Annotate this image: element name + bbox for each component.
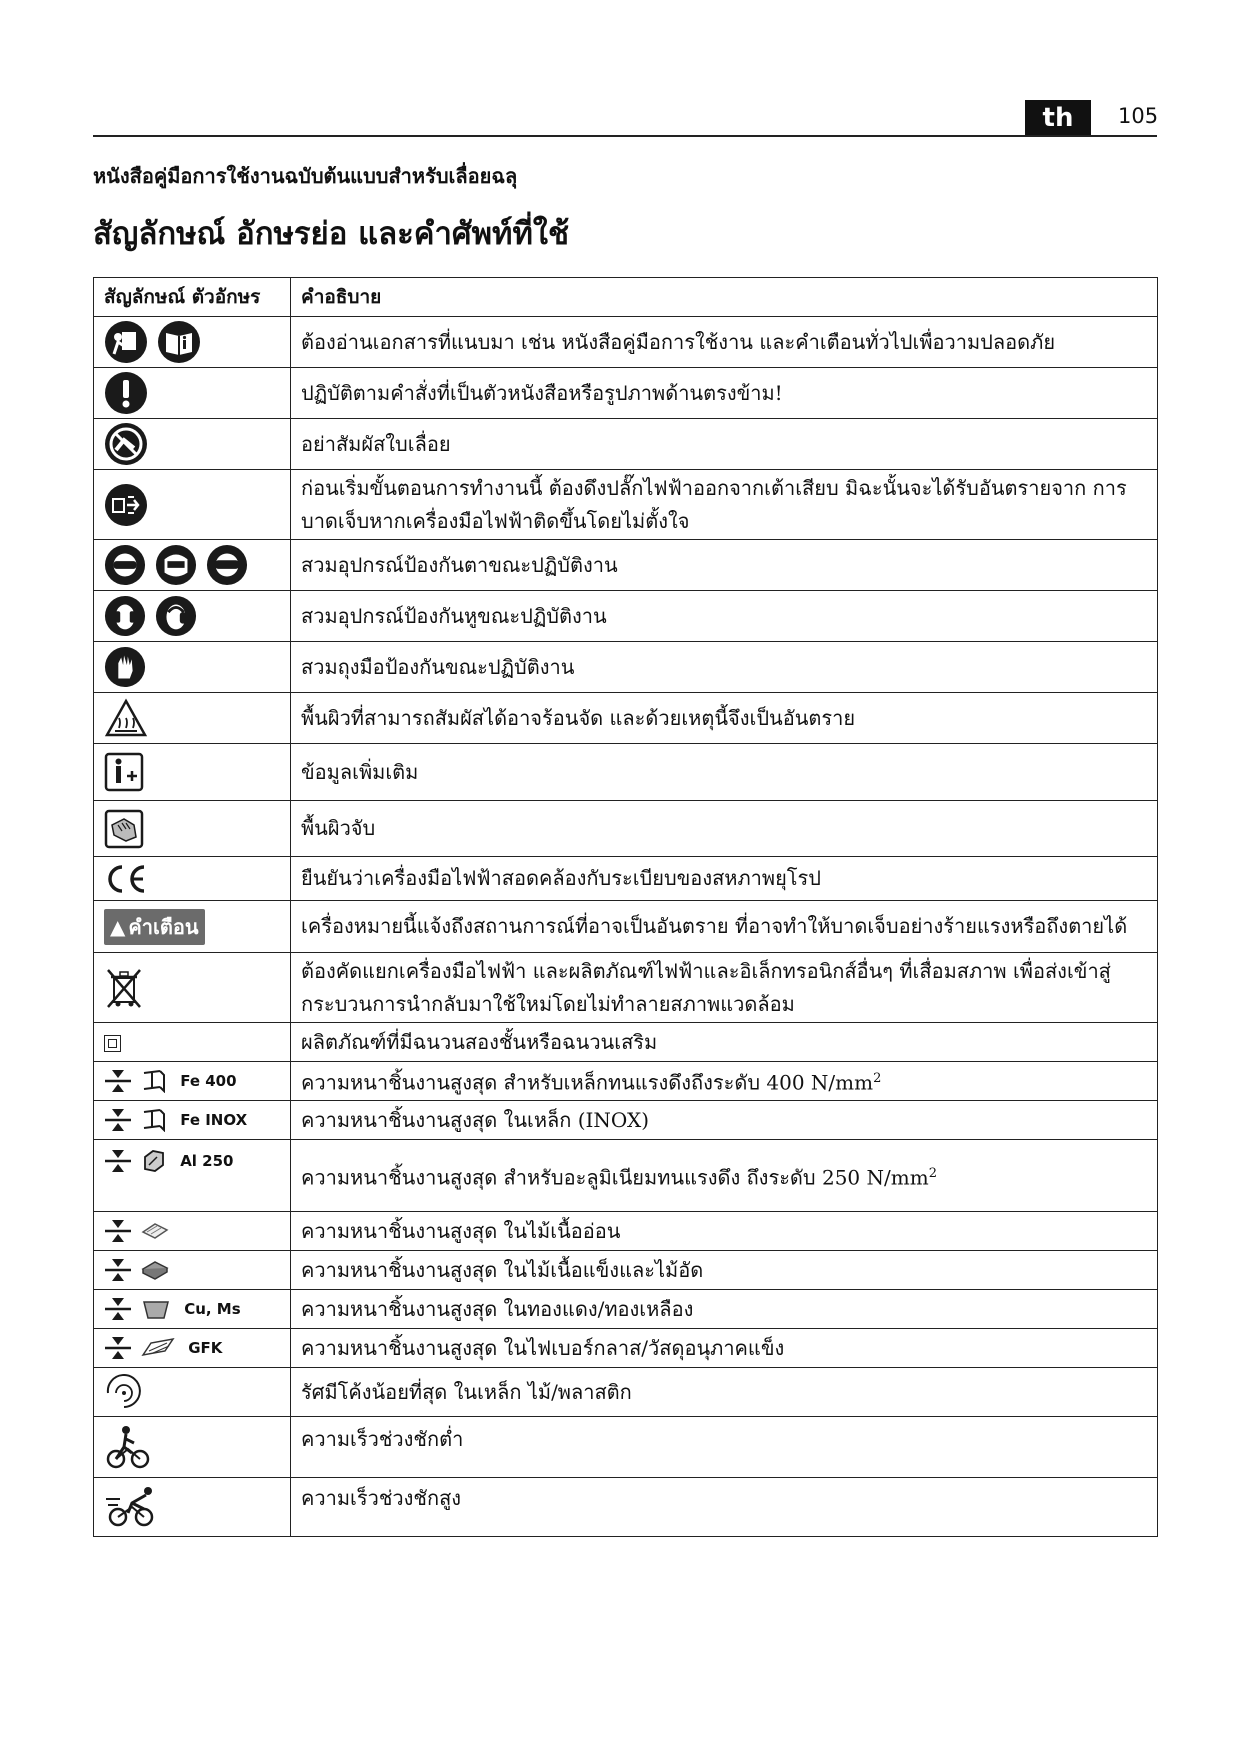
table-row [94,693,1158,744]
symbol-cell [94,1023,291,1062]
table-row [94,1417,1158,1478]
description-cell [291,1062,1158,1101]
description-cell: ความหนาชิ้นงานสูงสุด ในเหล็ก (INOX) [291,1101,1158,1140]
material-label: Cu, Ms [184,1300,241,1318]
description-cell: ผลิตภัณฑ์ที่มีฉนวนสองชั้นหรือฉนวนเสริม [291,1023,1158,1062]
symbol-cell [94,540,291,591]
table-row [94,1290,1158,1329]
table-row [94,368,1158,419]
column-header-description: คำอธิบาย [291,278,1158,317]
symbol-cell [94,1062,291,1101]
table-row [94,1062,1158,1101]
language-tab: th [1025,100,1091,136]
softwood-icon [141,1220,169,1242]
description-cell: สวมถุงมือป้องกันขณะปฏิบัติงาน [291,642,1158,693]
description-cell: ความหนาชิ้นงานสูงสุด ในทองแดง/ทองเหลือง [291,1290,1158,1329]
material-label: Al 250 [180,1152,234,1170]
column-header-symbol: สัญลักษณ์ ตัวอักษร [94,278,291,317]
copper-brass-icon [141,1298,171,1320]
symbol-cell [94,744,291,801]
max-thickness-icon [104,1296,132,1322]
symbol-cell [94,901,291,953]
max-thickness-icon [104,1107,132,1133]
material-label: GFK [188,1339,223,1357]
description-cell: รัศมีโค้งน้อยที่สุด ในเหล็ก ไม้/พลาสติก [291,1368,1158,1417]
warning-label-text: คำเตือน [128,914,199,939]
table-row [94,1368,1158,1417]
table-row [94,801,1158,857]
page-title: สัญลักษณ์ อักษรย่อ และคำศัพท์ที่ใช้ [93,216,570,252]
slow-cyclist-icon [104,1423,152,1471]
weee-bin-icon [104,966,144,1010]
info-plus-icon [104,752,144,792]
table-row [94,419,1158,470]
table-row [94,857,1158,901]
symbol-cell [94,1329,291,1368]
ear-protection-icon [104,595,146,637]
symbols-table [93,277,1158,1537]
table-row [94,642,1158,693]
description-cell: เครื่องหมายนี้แจ้งถึงสถานการณ์ที่อาจเป็นอันตราย ที่อาจทำให้บาดเจ็บอย่างร้ายแรงหรือถึงตายได้ [291,901,1158,953]
ce-mark-icon [104,862,150,896]
symbol-cell [94,1417,291,1478]
max-thickness-icon [104,1218,132,1244]
symbol-cell [94,470,291,540]
table-row [94,591,1158,642]
ear-muffs-icon [155,595,197,637]
description-cell: ปฏิบัติตามคำสั่งที่เป็นตัวหนังสือหรือรูปภาพด้านตรงข้าม! [291,368,1158,419]
max-thickness-icon [104,1335,132,1361]
description-cell: ต้องอ่านเอกสารที่แนบมา เช่น หนังสือคู่มือการใช้งาน และคำเตือนทั่วไปเพื่อวามปลอดภัย [291,317,1158,368]
table-row [94,1023,1158,1062]
description-cell: ความหนาชิ้นงานสูงสุด ในไม้เนื้อแข็งและไม้อัด [291,1251,1158,1290]
symbol-cell [94,693,291,744]
info-booklet-icon [157,320,201,364]
symbol-cell [94,801,291,857]
max-thickness-icon [104,1148,132,1174]
symbol-cell [94,591,291,642]
symbol-cell [94,857,291,901]
hardwood-plywood-icon [141,1259,169,1281]
superscript: 2 [873,1071,882,1087]
table-row [94,540,1158,591]
warning-label [104,909,205,945]
table-row [94,1329,1158,1368]
description-cell: ความเร็วช่วงชักสูง [291,1478,1158,1537]
read-manual-icon [104,320,148,364]
symbol-cell [94,1140,291,1212]
mandatory-instruction-icon [104,371,148,415]
description-cell: ยืนยันว่าเครื่องมือไฟฟ้าสอดคล้องกับระเบียบของสหภาพยุโรป [291,857,1158,901]
table-row [94,953,1158,1023]
fast-cyclist-icon [104,1485,160,1529]
page-number: 105 [1118,104,1159,128]
table-row [94,1140,1158,1212]
description-text: ความหนาชิ้นงานสูงสุด สำหรับเหล็กทนแรงดึงถึงระดับ 400 N/mm [301,1070,874,1095]
material-label: Fe 400 [180,1072,237,1090]
table-row [94,1251,1158,1290]
description-cell: ต้องคัดแยกเครื่องมือไฟฟ้า และผลิตภัณฑ์ไฟฟ้าและอิเล็กทรอนิกส์อื่นๆ ที่เสื่อมสภาพ เพื่อส่งเข้าสู่ กระบวนการนำกลับมาใช้ใหม่โดยไม่ทำลายสภาพแวดล้อม [291,953,1158,1023]
fiberglass-icon [141,1337,175,1359]
table-row [94,1212,1158,1251]
description-text: ความหนาชิ้นงานสูงสุด สำหรับอะลูมิเนียมทนแรงดึง ถึงระดับ 250 N/mm [301,1165,929,1190]
symbol-cell [94,1212,291,1251]
symbol-cell [94,642,291,693]
description-cell: ความหนาชิ้นงานสูงสุด ในไฟเบอร์กลาส/วัสดุอนุภาคแข็ง [291,1329,1158,1368]
description-cell: อย่าสัมผัสใบเลื่อย [291,419,1158,470]
safety-goggles-icon [206,544,248,586]
table-row [94,317,1158,368]
description-cell: ก่อนเริ่มขั้นตอนการทำงานนี้ ต้องดึงปลั๊กไฟฟ้าออกจากเต้าเสียบ มิฉะนั้นจะได้รับอันตรายจาก การบาดเจ็บหากเครื่องมือไฟฟ้าติดขึ้นโดยไม่ตั้งใจ [291,470,1158,540]
steel-beam-icon [141,1069,167,1093]
symbol-cell [94,368,291,419]
table-row [94,901,1158,953]
table-row [94,744,1158,801]
symbol-cell [94,1368,291,1417]
description-cell: ความเร็วช่วงชักต่ำ [291,1417,1158,1478]
description-cell: ความหนาชิ้นงานสูงสุด ในไม้เนื้ออ่อน [291,1212,1158,1251]
hot-surface-warning-icon [104,698,148,738]
do-not-touch-blade-icon [104,422,148,466]
description-cell [291,1140,1158,1212]
max-thickness-icon [104,1068,132,1094]
curve-radius-icon [104,1373,146,1411]
steel-beam-icon [141,1108,167,1132]
symbol-cell [94,1290,291,1329]
header-rule [93,135,1157,137]
face-shield-icon [155,544,197,586]
table-row [94,470,1158,540]
unplug-icon [104,483,148,527]
description-cell: พื้นผิวที่สามารถสัมผัสได้อาจร้อนจัด และด้วยเหตุนี้จึงเป็นอันตราย [291,693,1158,744]
symbol-cell [94,317,291,368]
warning-triangle-icon: ▲ [110,914,126,939]
description-cell: พื้นผิวจับ [291,801,1158,857]
aluminium-profile-icon [141,1149,167,1173]
grip-surface-icon [104,809,144,849]
description-cell: สวมอุปกรณ์ป้องกันหูขณะปฏิบัติงาน [291,591,1158,642]
symbol-cell [94,953,291,1023]
table-header-row [94,278,1158,317]
eye-protection-icon [104,544,146,586]
superscript: 2 [928,1165,937,1181]
description-cell: ข้อมูลเพิ่มเติม [291,744,1158,801]
document-subtitle: หนังสือคู่มือการใช้งานฉบับต้นแบบสำหรับเลื่อยฉลุ [93,164,518,188]
symbol-cell [94,1251,291,1290]
protective-gloves-icon [104,646,146,688]
material-label: Fe INOX [180,1111,248,1129]
symbol-cell [94,1478,291,1537]
table-row [94,1101,1158,1140]
double-insulation-icon [104,1035,121,1052]
description-cell: สวมอุปกรณ์ป้องกันตาขณะปฏิบัติงาน [291,540,1158,591]
symbol-cell [94,1101,291,1140]
symbol-cell [94,419,291,470]
max-thickness-icon [104,1257,132,1283]
table-row [94,1478,1158,1537]
